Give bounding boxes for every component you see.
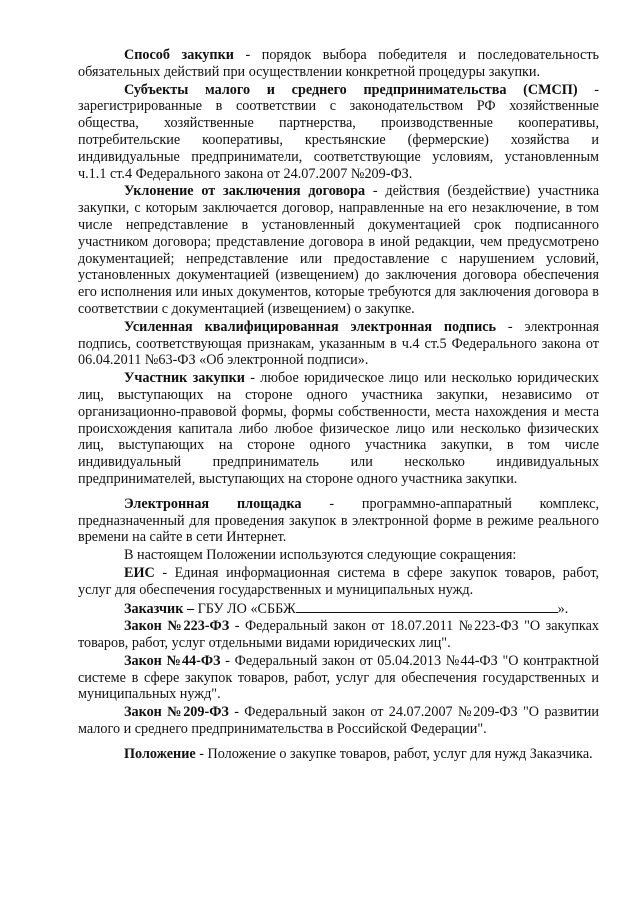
abbrev-law-223 bbox=[78, 618, 599, 652]
definition-text: - программно-аппаратный комплекс, предназначенный для проведения закупок в электронной форме в режиме реального времени на сайте в сети Интернет. bbox=[78, 495, 599, 546]
term: Закон №44-ФЗ bbox=[124, 652, 221, 669]
term: ЕИС bbox=[124, 564, 155, 581]
definition-text: - Единая информационная система в сфере закупок товаров, работ, услуг для обеспечения государственных и муниципальных нужд. bbox=[78, 564, 599, 598]
definition-procurement-method bbox=[78, 47, 599, 81]
abbrev-eis bbox=[78, 565, 599, 599]
definition-smsp bbox=[78, 82, 599, 183]
definition-text: - зарегистрированные в соответствии с законодательством РФ хозяйственные общества, хозяйственные партнерства, производственные кооперативы, потребительские кооперативы, крестьянские (фермерские) хозяйства и индивидуальные предприниматели, соответствующие условиям, установленным ч.1.1 ст.4 Федерального закона от 24.07.2007 №209-ФЗ. bbox=[78, 81, 599, 182]
term: Усиленная квалифицированная электронная подпись bbox=[124, 318, 497, 335]
definition-text: - электронная подпись, соответствующая признакам, указанным в ч.4 ст.5 Федерального закона от 06.04.2011 №63-ФЗ «Об электронной подписи». bbox=[78, 318, 599, 369]
term: Заказчик – bbox=[124, 600, 198, 617]
abbrev-law-44 bbox=[78, 653, 599, 703]
term: Субъекты малого и среднего предпринимательства (СМСП) bbox=[124, 81, 578, 98]
term: Электронная площадка bbox=[124, 495, 302, 512]
abbrev-law-209 bbox=[78, 704, 599, 738]
definition-text: - действия (бездействие) участника закупки, с которым заключается договор, направленные на его незаключение, в том числе непредставление в установленный документацией срок подписанного участником договора; представление договора в иной редакции, чем предусмотрено документацией; непредставление или предоставление с нарушением условий, установленных документацией (извещением) до заключения договора обеспечения его исполнения или иных документов, которые требуются для заключения договора в соответствии с документацией (извещением) о закупке. bbox=[78, 183, 600, 317]
definition-participant bbox=[78, 370, 599, 488]
definition-text: ГБУ ЛО «СББЖ bbox=[197, 600, 296, 617]
definition-text: - любое юридическое лицо или несколько юридических лиц, выступающих на стороне одного участника закупки, независимо от организационно-правовой формы, формы собственности, места нахождения и места происхождения капитала либо любое физическое лицо или несколько физических лиц, выступающих на стороне одного участника закупки, в том числе индивидуальный предприниматель или несколько индивидуальных предпринимателей, выступающих на стороне одного участника закупки. bbox=[78, 370, 599, 487]
abbrev-regulation bbox=[78, 746, 599, 763]
definition-e-platform bbox=[78, 496, 599, 546]
abbreviations-intro: В настоящем Положении используются следующие сокращения: bbox=[124, 547, 517, 564]
definition-text: - Федеральный закон от 18.07.2011 №223-ФЗ "О закупках товаров, работ, услуг отдельными видами юридических лиц". bbox=[78, 618, 599, 652]
term: Закон №209-ФЗ bbox=[124, 704, 229, 721]
term: Способ закупки bbox=[124, 47, 234, 63]
definition-qualified-signature bbox=[78, 319, 599, 369]
term: Участник закупки bbox=[124, 370, 245, 387]
blank-fill-line bbox=[296, 600, 558, 613]
definition-text: - Положение о закупке товаров, работ, услуг для нужд Заказчика. bbox=[195, 745, 593, 762]
definition-text: - порядок выбора победителя и последовательность обязательных действий при осуществлении конкретной процедуры закупки. bbox=[78, 47, 600, 80]
definition-contract-evasion bbox=[78, 183, 599, 317]
term: Положение bbox=[124, 745, 196, 762]
term: Уклонение от заключения договора bbox=[124, 183, 366, 200]
definition-text: - Федеральный закон от 05.04.2013 №44-ФЗ "О контрактной системе в сфере закупок товаров, работ, услуг для обеспечения государственных и муниципальных нужд". bbox=[78, 652, 599, 703]
closing-quote: ». bbox=[557, 600, 569, 617]
definition-text: - Федеральный закон от 24.07.2007 №209-ФЗ "О развитии малого и среднего предпринимательства в Российской Федерации". bbox=[78, 704, 599, 738]
term: Закон №223-ФЗ bbox=[124, 618, 230, 635]
abbrev-customer bbox=[78, 600, 599, 618]
